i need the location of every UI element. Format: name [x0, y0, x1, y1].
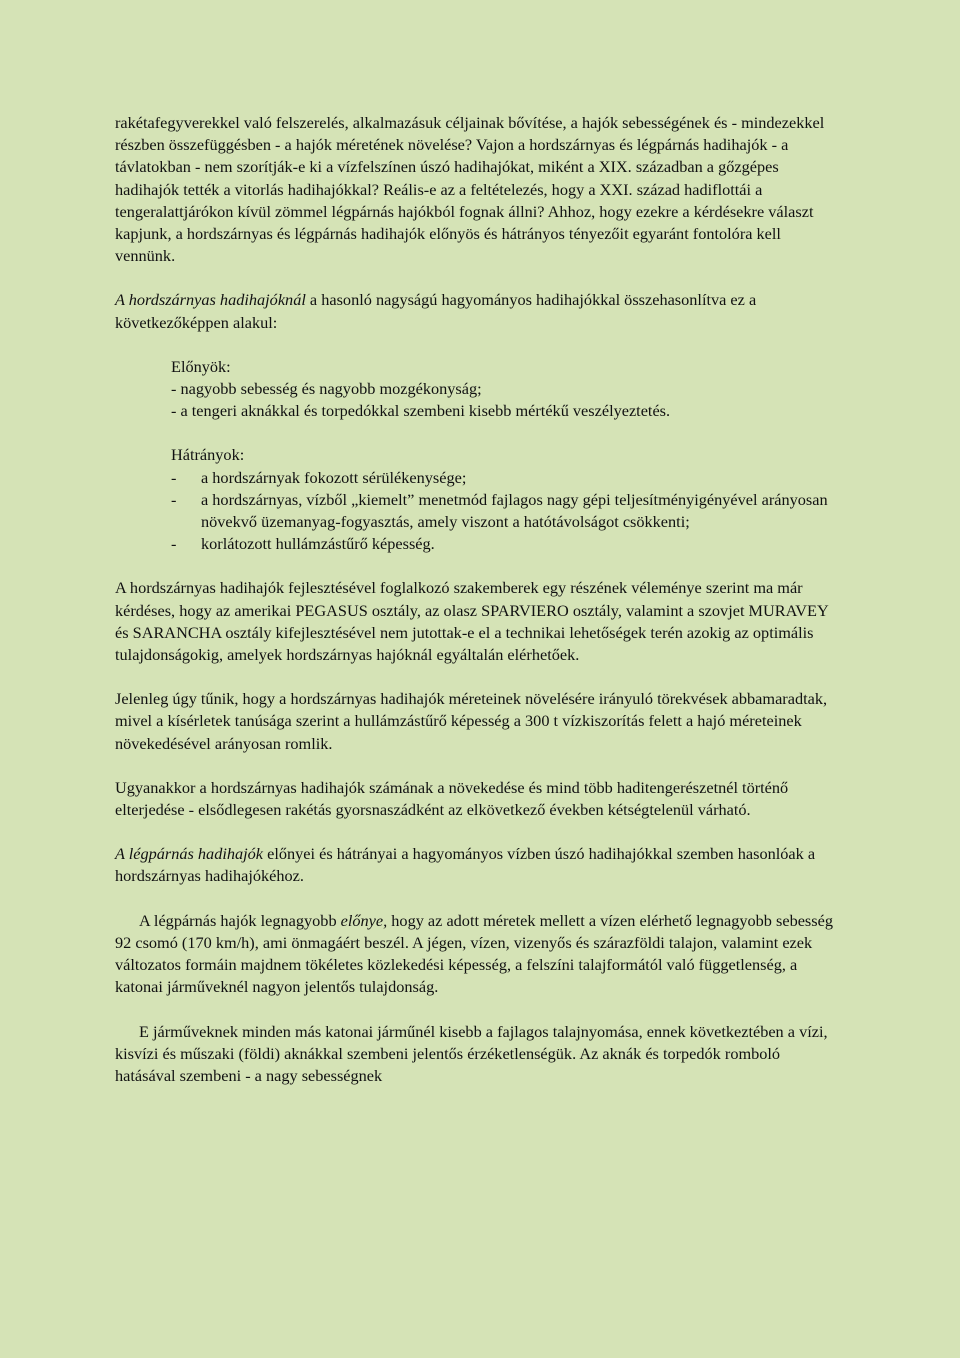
- disadvantages-list: [171, 444, 842, 555]
- list-dash: -: [171, 467, 177, 487]
- list-dash: -: [171, 534, 177, 554]
- hydrofoil-comparison-text: a hasonló nagyságú hagyományos hadihajókkal összehasonlítva ez a következőképpen alakul:: [115, 290, 757, 332]
- disadvantage-text: a hordszárnyak fokozott sérülékenysége;: [201, 467, 467, 487]
- disadvantage-text: a hordszárnyas, vízből „kiemelt” menetmód fajlagos nagy gépi teljesítményigényével arányosan növekvő üzemanyag-fogyasztás, amely viszont a hatótávolságot csökkenti;: [201, 489, 828, 532]
- paragraph-hydrofoil-experts: A hordszárnyas hadihajók fejlesztésével foglalkozó szakemberek egy részének véleménye szerint ma már kérdéses, hogy az amerikai PEGASUS osztály, az olasz SPARVIERO osztály, valamint a szovjet MURAVEY és SARANCHA osztály kifejlesztésével nem jutottak-e el a technikai lehetőségek terén azokig az optimális tulajdonságokig, amelyek hordszárnyas hajóknál egyáltalán elérhetőek.: [115, 578, 829, 665]
- advantages-title: Előnyök:: [171, 356, 231, 376]
- hovercraft-advantage-lead: A légpárnás hajók legnagyobb: [139, 910, 341, 930]
- advantages-list: [171, 356, 842, 423]
- paragraph-hovercraft-intro: [115, 843, 842, 887]
- disadvantage-item: [171, 489, 842, 533]
- disadvantage-item: [171, 533, 842, 555]
- hovercraft-intro-text: előnyei és hátrányai a hagyományos vízben úszó hadihajókkal szemben hasonlóak a hordszárnyas hadihajókéhoz.: [115, 844, 816, 886]
- hovercraft-italic-term: A légpárnás hadihajók: [115, 844, 264, 864]
- hovercraft-advantage-text: hogy az adott méretek mellett a vízen elérhető legnagyobb sebesség 92 csomó (170 km/h), ami önmagáért beszél. A jégen, vízen, vizenyős és szárazföldi talajon, valamint ezek változatos formáin majdnem tökéletes közlekedési képesség, a felszíni talajformától való függetlenség, a katonai járműveknél nagyon jelentős tulajdonság.: [115, 910, 833, 997]
- advantage-item: - a tengeri aknákkal és torpedókkal szembeni kisebb mértékű veszélyeztetés.: [171, 401, 671, 421]
- disadvantage-text: korlátozott hullámzástűrő képesség.: [201, 534, 435, 554]
- paragraph-intro-questions: rakétafegyverekkel való felszerelés, alkalmazásuk céljainak bővítése, a hajók sebességének és - mindezekkel részben összefüggésben - a hajók méretének növelése? Vajon a hordszárnyas és légpárnás hadihajók - a távlatokban - nem szorítják-e ki a vízfelszínen úszó hadihajókat, miként a XIX. században a gőzgépes hadihajók tették a vitorlás hadihajókkal? Reális-e az a feltételezés, hogy a XXI. század hadiflottái a tengeralattjárókon kívül zömmel légpárnás hajókból fognak állni? Ahhoz, hogy ezekre a kérdésekre választ kapjunk, a hordszárnyas és légpárnás hadihajók előnyös és hátrányos tényezőit egyaránt fontolóra kell vennünk.: [115, 113, 825, 266]
- paragraph-hydrofoil-size: Jelenleg úgy tűnik, hogy a hordszárnyas hadihajók méreteinek növelésére irányuló törekvések abbamaradtak, mivel a kísérletek tanúsága szerint a hullámzástűrő képesség a 300 t vízkiszorítás felett a hajó méreteinek növekedésével arányosan romlik.: [115, 689, 828, 753]
- paragraph-hydrofoil-comparison: [115, 289, 842, 333]
- hydrofoil-italic-term: A hordszárnyas hadihajóknál: [115, 290, 306, 310]
- paragraph-hovercraft-ground-pressure: E járműveknek minden más katonai járműnél kisebb a fajlagos talajnyomása, ennek következtében a vízi, kisvízi és műszaki (földi) aknákkal szembeni jelentős érzéketlenségük. Az aknák és torpedók romboló hatásával szembeni - a nagy sebességnek: [115, 1021, 828, 1085]
- paragraph-hydrofoil-growth: Ugyanakkor a hordszárnyas hadihajók számának a növekedése és mind több haditengerészetnél történő elterjedése - elsődlegesen rakétás gyorsnaszádként az elkövetkező években kétségtelenül várható.: [115, 777, 789, 820]
- disadvantage-item: [171, 467, 842, 489]
- list-dash: -: [171, 489, 177, 509]
- advantage-item: - nagyobb sebesség és nagyobb mozgékonyság;: [171, 379, 482, 399]
- advantage-italic-term: előnye,: [340, 910, 388, 930]
- disadvantages-title: Hátrányok:: [171, 445, 245, 465]
- paragraph-hovercraft-advantage: [115, 910, 842, 999]
